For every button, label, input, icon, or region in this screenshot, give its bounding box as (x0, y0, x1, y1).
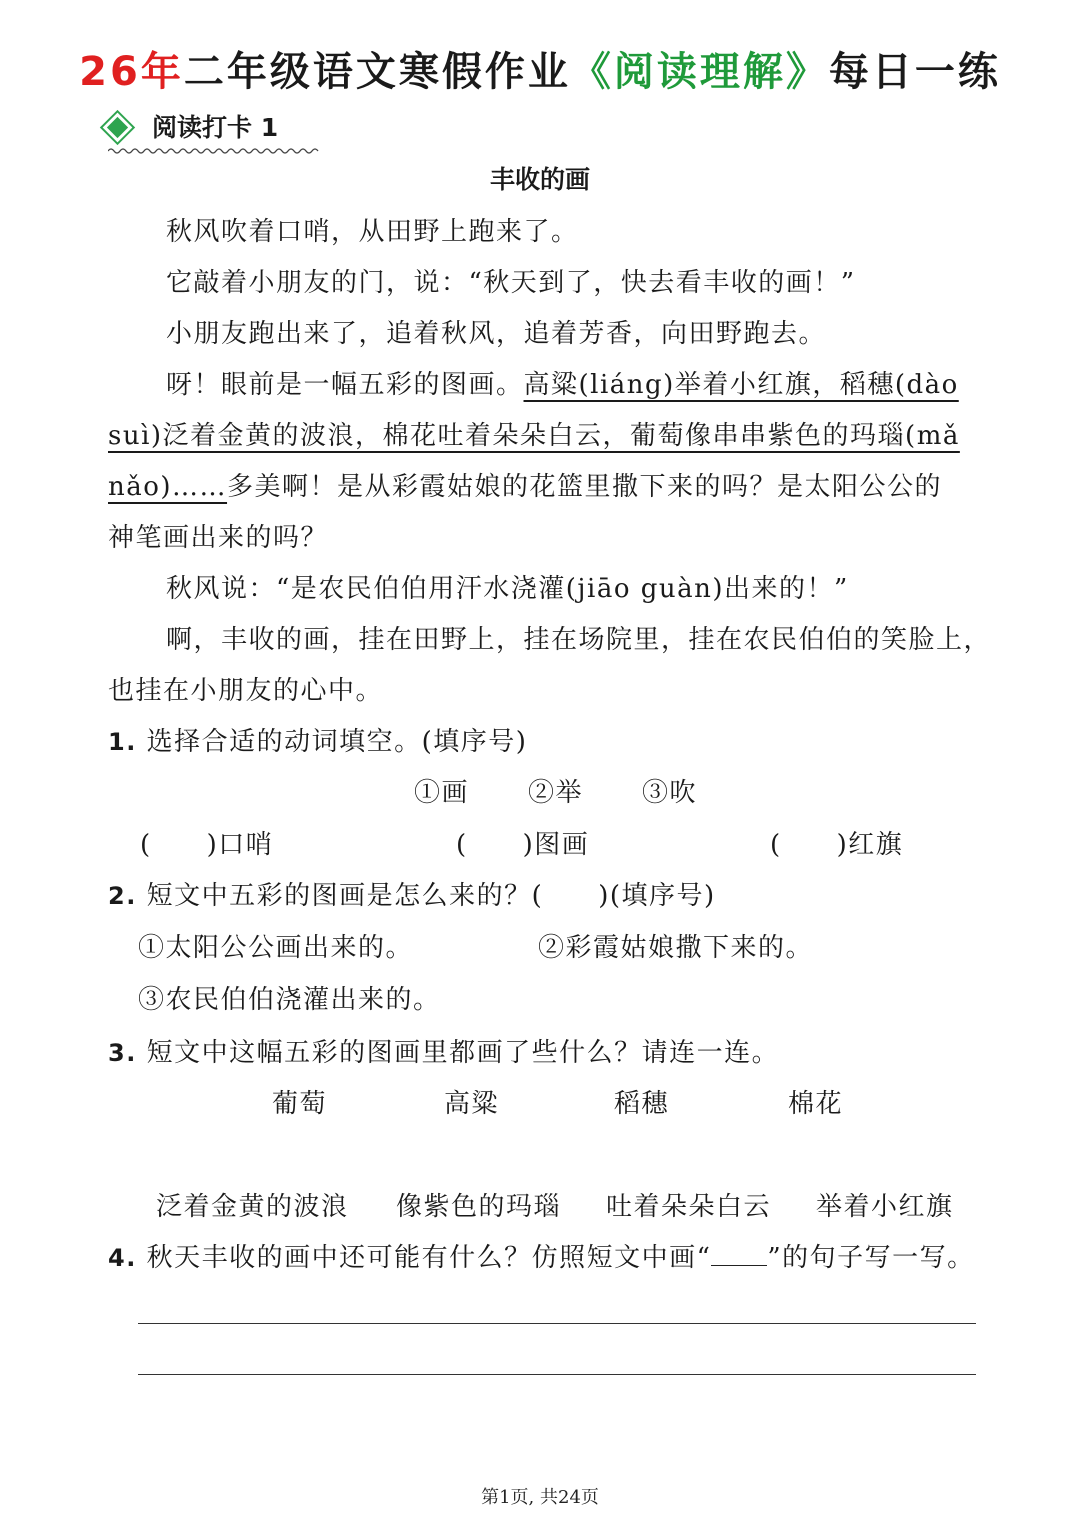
q1-option: ②举 (528, 778, 584, 808)
paragraph-6-line-2: 也挂在小朋友的心中。 (108, 676, 384, 706)
q3-bottom-item[interactable]: 举着小红旗 (816, 1192, 954, 1222)
underline-marker (711, 1243, 767, 1266)
paragraph-4-question: 多美啊！是从彩霞姑娘的花篮里撒下来的吗？是太阳公公的 (227, 472, 943, 502)
question-number: 3. (108, 1039, 137, 1067)
paragraph-2: 它敲着小朋友的门，说：“秋天到了，快去看丰收的画！” (166, 268, 856, 298)
paragraph-5: 秋风说：“是农民伯伯用汗水浇灌(jiāo guàn)出来的！” (166, 574, 849, 604)
wavy-underline (108, 146, 320, 156)
question-3 (108, 1033, 779, 1073)
section-header (108, 108, 323, 158)
q3-bottom-item[interactable]: 泛着金黄的波浪 (156, 1192, 349, 1222)
question-1 (108, 722, 527, 762)
q1-option: ③吹 (642, 778, 698, 808)
paragraph-4-intro: 呀！眼前是一幅五彩的图画。 (166, 370, 524, 400)
title-grade: 二年级语文寒假作业 (183, 49, 571, 95)
q3-top-item[interactable]: 稻穗 (614, 1089, 670, 1119)
underlined-sentence: 高粱(liáng)举着小红旗，稻穗(dào (523, 370, 959, 400)
paragraph-1: 秋风吹着口哨，从田野上跑来了。 (166, 217, 579, 247)
q3-bottom-item[interactable]: 像紫色的玛瑙 (396, 1192, 562, 1222)
question-number: 2. (108, 882, 137, 910)
answer-line[interactable] (138, 1374, 976, 1375)
section-label: 阅读打卡 1 (152, 113, 279, 142)
question-number: 1. (108, 728, 137, 756)
question-number: 4. (108, 1244, 137, 1272)
paragraph-3: 小朋友跑出来了，追着秋风，追着芳香，向田野跑去。 (166, 319, 827, 349)
q1-answer-blank[interactable]: ( )红旗 (770, 830, 904, 860)
passage-title: 丰收的画 (489, 165, 590, 194)
underlined-sentence-cont: suì)泛着金黄的波浪，棉花吐着朵朵白云，葡萄像串串紫色的玛瑙(mǎ (108, 421, 960, 451)
question-text-after: ”的句子写一写。 (767, 1243, 975, 1273)
underlined-sentence-end: nǎo)…… (108, 472, 228, 502)
q1-answer-blank[interactable]: ( )口哨 (140, 830, 274, 860)
paragraph-6-line-1: 啊，丰收的画，挂在田野上，挂在场院里，挂在农民伯伯的笑脸上， (166, 625, 992, 655)
answer-line[interactable] (138, 1323, 976, 1324)
q1-answer-blank[interactable]: ( )图画 (456, 830, 590, 860)
question-text[interactable]: 短文中五彩的图画是怎么来的？( )(填序号) (146, 881, 716, 911)
diamond-icon (107, 117, 128, 138)
q2-option: ②彩霞姑娘撒下来的。 (538, 933, 814, 963)
title-end: 每日一练 (828, 49, 1001, 95)
q2-option: ③农民伯伯浇灌出来的。 (138, 985, 441, 1015)
question-2 (108, 876, 716, 916)
page-number: 第1页, 共24页 (481, 1487, 599, 1508)
q3-bottom-item[interactable]: 吐着朵朵白云 (606, 1192, 772, 1222)
question-text: 选择合适的动词填空。(填序号) (146, 727, 528, 757)
title-topic: 《阅读理解》 (570, 49, 829, 95)
paragraph-4-line-3 (108, 467, 942, 507)
title-year: 26年 (79, 49, 184, 95)
q3-top-item[interactable]: 高粱 (444, 1089, 500, 1119)
q1-option: ①画 (414, 778, 470, 808)
paragraph-4-line-4: 神笔画出来的吗？ (108, 523, 329, 553)
page-title (0, 40, 1080, 97)
question-text-before: 秋天丰收的画中还可能有什么？仿照短文中画“ (146, 1243, 712, 1273)
paragraph-4-line-1 (166, 365, 959, 405)
question-text: 短文中这幅五彩的图画里都画了些什么？请连一连。 (146, 1038, 780, 1068)
question-4 (108, 1238, 975, 1278)
q3-top-item[interactable]: 葡萄 (272, 1089, 328, 1119)
q3-top-item[interactable]: 棉花 (788, 1089, 844, 1119)
paragraph-4-line-2 (108, 416, 960, 456)
q2-option: ①太阳公公画出来的。 (138, 933, 414, 963)
